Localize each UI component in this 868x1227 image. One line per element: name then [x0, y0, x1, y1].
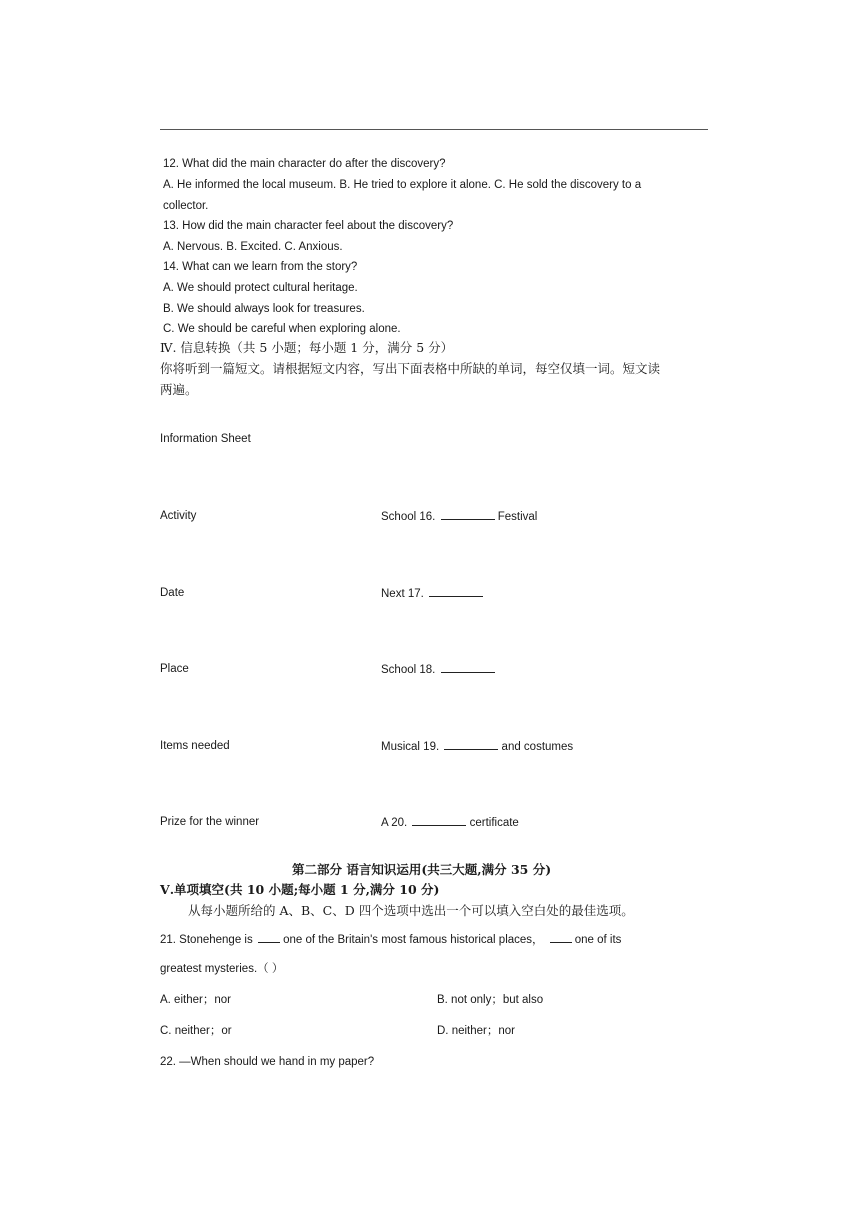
answer-blank-19[interactable]	[444, 739, 498, 750]
info-row-label: Activity	[160, 510, 197, 522]
q21-option-d: D. neither；nor	[437, 1025, 515, 1037]
q22-question: 22. —When should we hand in my paper?	[160, 1056, 375, 1068]
info-row-label: Prize for the winner	[160, 816, 260, 828]
info-row-value: Musical 19. and costumes	[381, 741, 574, 753]
info-row-value: School 16. Festival	[381, 511, 538, 523]
info-sheet-title: Information Sheet	[160, 433, 251, 445]
q14-question: 14. What can we learn from the story?	[163, 261, 358, 273]
q21-option-c: C. neither；or	[160, 1025, 232, 1037]
q14-option-b: B. We should always look for treasures.	[163, 303, 365, 315]
q13-question: 13. How did the main character feel about the discovery?	[163, 220, 454, 232]
answer-blank-21b[interactable]	[550, 932, 572, 943]
answer-blank-18[interactable]	[441, 662, 495, 673]
info-row-value: Next 17.	[381, 586, 483, 601]
section4-heading: Ⅳ. 信息转换（共 5 小题；每小题 1 分，满分 5 分）	[160, 340, 454, 355]
info-row-label: Items needed	[160, 740, 230, 752]
answer-blank-16[interactable]	[441, 509, 495, 520]
q14-option-a: A. We should protect cultural heritage.	[163, 282, 358, 294]
answer-blank-21a[interactable]	[258, 932, 280, 943]
info-row-value: School 18.	[381, 662, 495, 677]
info-row-value: A 20. certificate	[381, 817, 519, 829]
q13-options: A. Nervous. B. Excited. C. Anxious.	[163, 241, 343, 253]
answer-blank-20[interactable]	[412, 815, 466, 826]
q12-question: 12. What did the main character do after the discovery?	[163, 158, 446, 170]
q21-question: 21. Stonehenge is one of the Britain's most famous historical places， one of its	[160, 934, 622, 946]
section4-instruction-cont: 两遍。	[160, 382, 198, 397]
info-row-label: Date	[160, 587, 185, 599]
header-rule	[160, 129, 708, 130]
q12-options: A. He informed the local museum. B. He tried to explore it alone. C. He sold the discovery to a	[163, 179, 642, 191]
q21-option-a: A. either；nor	[160, 994, 231, 1006]
answer-blank-17[interactable]	[429, 586, 483, 597]
section5-heading: Ⅴ.单项填空(共 10 小题;每小题 1 分,满分 10 分)	[160, 882, 440, 897]
q21-option-b: B. not only；but also	[437, 994, 544, 1006]
q14-option-c: C. We should be careful when exploring alone.	[163, 323, 401, 335]
info-row-label: Place	[160, 663, 189, 675]
part2-heading: 第二部分 语言知识运用(共三大题,满分 35 分)	[292, 862, 552, 877]
q12-options-cont: collector.	[163, 200, 209, 212]
section5-instruction: 从每小题所给的 A、B、C、D 四个选项中选出一个可以填入空白处的最佳选项。	[188, 903, 634, 918]
q21-question-cont: greatest mysteries.（ ）	[160, 963, 284, 975]
section4-instruction: 你将听到一篇短文。请根据短文内容，写出下面表格中所缺的单词，每空仅填一词。短文读	[160, 361, 661, 376]
